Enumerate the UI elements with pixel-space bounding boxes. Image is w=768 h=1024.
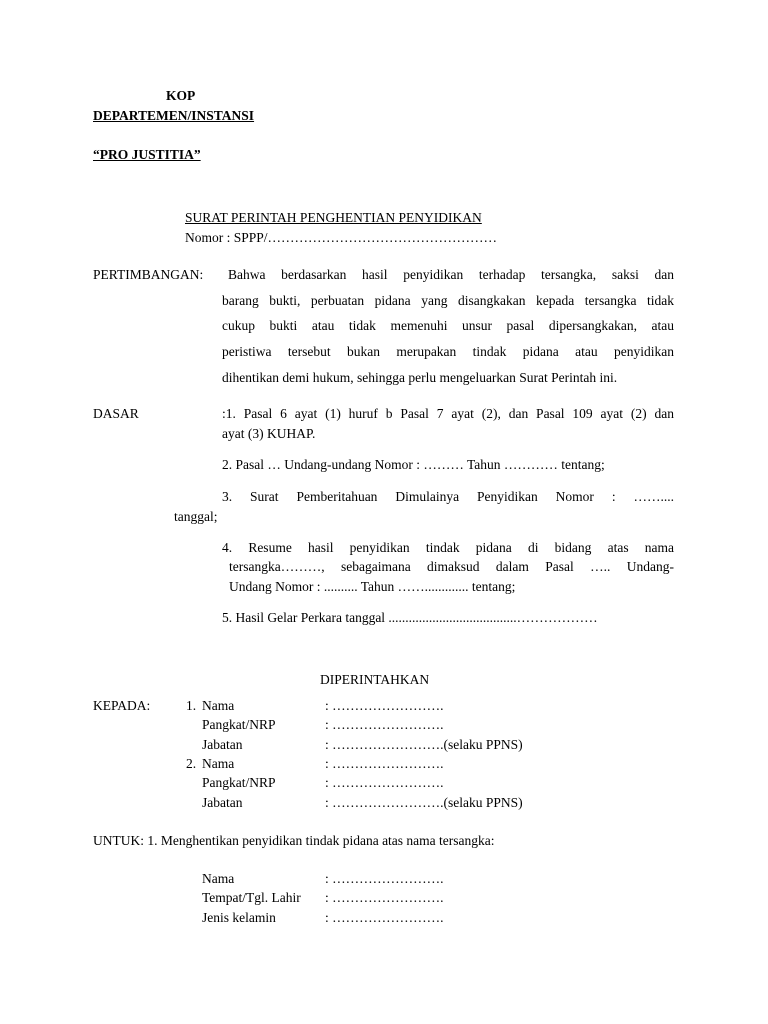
- kepada-person-number: 2.: [186, 756, 197, 771]
- untuk-line: UNTUK: 1. Menghentikan penyidikan tindak pidana atas nama tersangka:: [93, 833, 495, 848]
- pertimbangan-label: PERTIMBANGAN:: [93, 267, 204, 282]
- document-title: SURAT PERINTAH PENGHENTIAN PENYIDIKAN: [185, 210, 482, 225]
- field-value: : …………………….(selaku PPNS): [325, 795, 523, 810]
- dasar-label: DASAR: [93, 406, 139, 421]
- pertimbangan-line: peristiwa tersebut bukan merupakan tindak pidana atau penyidikan: [222, 344, 674, 359]
- pertimbangan-line: dihentikan demi hukum, sehingga perlu mengeluarkan Surat Perintah ini.: [222, 370, 618, 385]
- diperintahkan-heading: DIPERINTAHKAN: [320, 672, 430, 687]
- field-value: : …………………….: [325, 890, 444, 905]
- field-label: Jenis kelamin: [202, 910, 276, 925]
- field-label: Pangkat/NRP: [202, 717, 276, 732]
- field-value: : …………………….: [325, 775, 444, 790]
- field-label: Pangkat/NRP: [202, 775, 276, 790]
- field-label: Jabatan: [202, 795, 243, 810]
- field-label: Tempat/Tgl. Lahir: [202, 890, 301, 905]
- field-label: Jabatan: [202, 737, 243, 752]
- pro-justitia-label: “PRO JUSTITIA”: [93, 147, 201, 162]
- field-label: Nama: [202, 871, 235, 886]
- dasar-item-1-cont: ayat (3) KUHAP.: [222, 426, 316, 441]
- dasar-item-4: 4. Resume hasil penyidikan tindak pidana di bidang atas nama: [222, 540, 674, 555]
- dasar-item-1: :1. Pasal 6 ayat (1) huruf b Pasal 7 ayat (2), dan Pasal 109 ayat (2) dan: [222, 406, 674, 421]
- field-value: : …………………….: [325, 871, 444, 886]
- dasar-item-4-cont: Undang Nomor : .......... Tahun ……............. tentang;: [229, 579, 516, 594]
- dasar-item-2: 2. Pasal … Undang-undang Nomor : ……… Tahun ………… tentang;: [222, 457, 605, 472]
- instansi-label: DEPARTEMEN/INSTANSI: [93, 108, 255, 123]
- field-label: Nama: [202, 698, 235, 713]
- field-value: : …………………….: [325, 756, 444, 771]
- kepada-person-number: 1.: [186, 698, 197, 713]
- dasar-item-3: 3. Surat Pemberitahuan Dimulainya Penyidikan Nomor : ……....: [222, 489, 674, 504]
- kepada-label: KEPADA:: [93, 698, 151, 713]
- dasar-item-5: 5. Hasil Gelar Perkara tanggal ......................................………………: [222, 610, 598, 625]
- field-value: : …………………….: [325, 717, 444, 732]
- dasar-item-4-cont: tersangka………, sebagaimana dimaksud dalam Pasal ….. Undang-: [229, 559, 674, 574]
- field-value: : …………………….: [325, 910, 444, 925]
- pertimbangan-line: Bahwa berdasarkan hasil penyidikan terhadap tersangka, saksi dan: [228, 267, 674, 282]
- field-label: Nama: [202, 756, 235, 771]
- field-value: : …………………….(selaku PPNS): [325, 737, 523, 752]
- kop-label: KOP: [166, 88, 196, 103]
- pertimbangan-line: cukup bukti atau tidak memenuhi unsur pasal dipersangkakan, atau: [222, 318, 674, 333]
- field-value: : …………………….: [325, 698, 444, 713]
- pertimbangan-line: barang bukti, perbuatan pidana yang disangkakan kepada tersangka tidak: [222, 293, 674, 308]
- dasar-item-3-cont: tanggal;: [174, 509, 218, 524]
- document-number: Nomor : SPPP/……………………………………………: [185, 230, 498, 245]
